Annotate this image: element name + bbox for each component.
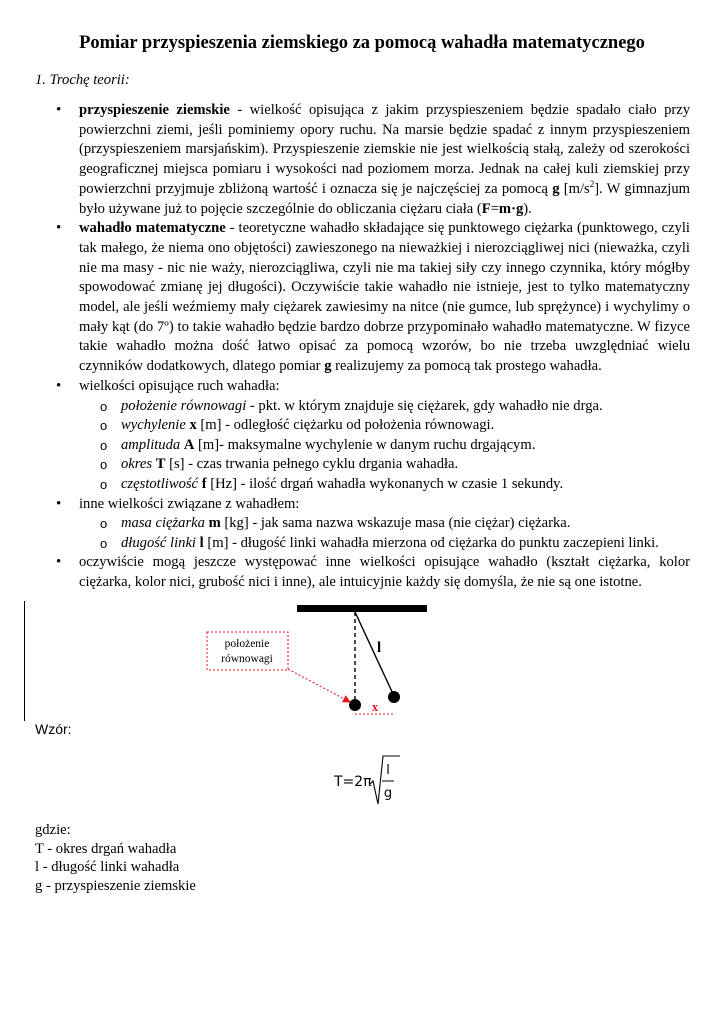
other-properties-text: oczywiście mogą jeszcze występować inne wielkości opisujące wahadło (kształt ciężarka, kolor ciężarka, kolor nici, grubość nici i inne), ale intuicyjnie każdy się domyśla, że nie są one istotne. [79, 554, 690, 591]
bob-equilibrium [349, 699, 361, 711]
gravity-end: ). [523, 200, 532, 217]
list-item-other-properties [0, 553, 724, 592]
sub-item [79, 436, 690, 456]
sub-item-name: wychylenie [121, 417, 186, 434]
sub-item [79, 534, 690, 554]
sub-item-name: położenie równowagi [121, 397, 247, 414]
pendulum-diagram [0, 596, 724, 726]
sub-item-desc: [m] - długość linki wahadła mierzona od ciężarka do punktu zaczepieni linki. [203, 534, 659, 551]
list-item-motion-quantities [0, 377, 724, 495]
other-quantities-sublist [79, 514, 690, 553]
sub-item-name: amplituda [121, 436, 181, 453]
formula-numerator: l [386, 763, 390, 778]
sub-item-desc: [Hz] - ilość drgań wahadła wykonanych w czasie 1 sekundy. [206, 475, 564, 492]
equilibrium-label-2: równowagi [221, 653, 273, 665]
symbol-g: g [552, 180, 560, 197]
sub-item-symbol: m [208, 515, 221, 532]
term-pendulum: wahadło matematyczne [79, 220, 226, 237]
sub-item-name: okres [121, 456, 153, 473]
sub-item-symbol: A [183, 436, 195, 453]
formula-denominator: g [383, 786, 393, 801]
page-title: Pomiar przyspieszenia ziemskiego za pomocą wahadła matematycznego [79, 33, 645, 53]
formula-mg: m·g [498, 200, 524, 217]
pendulum-support [297, 605, 427, 612]
sub-item-symbol: l [199, 534, 204, 551]
sub-item-desc: [m] - odległość ciężarku od położenia równowagi. [196, 417, 495, 434]
sub-item-symbol: f [201, 475, 207, 492]
formula-lhs: T=2π [334, 774, 372, 790]
period-formula [334, 754, 404, 810]
sub-item [79, 514, 690, 534]
sub-item-name: masa ciężarka [121, 515, 205, 532]
unit-sup: 2 [589, 178, 595, 189]
equilibrium-arrow [288, 669, 350, 702]
other-quantities-text: inne wielkości związane z wahadłem: [79, 495, 300, 512]
theory-list [0, 101, 724, 593]
displacement-label: x [371, 699, 379, 714]
equilibrium-label-1: położenie [224, 638, 270, 650]
unit-post: ]. W gimnazjum było używane już to pojęcie szczególnie do obliczania ciężaru ciała ( [79, 180, 690, 217]
sub-item-desc: - pkt. w którym znajduje się ciężarek, gdy wahadło nie drga. [246, 397, 603, 414]
sub-item-name: częstotliwość [121, 475, 199, 492]
formula-label: Wzór: [35, 721, 72, 737]
sub-item [79, 455, 690, 475]
motion-quantities-text: wielkości opisujące ruch wahadła: [79, 377, 280, 394]
section-heading: 1. Trochę teorii: [35, 72, 130, 88]
unit-pre: [m/s [559, 180, 590, 197]
string-label: l [377, 640, 382, 656]
sub-item-name: długość linki [121, 534, 196, 551]
sub-item-symbol: x [189, 417, 197, 434]
sub-item-desc: [kg] - jak sama nazwa wskazuje masa (nie ciężar) ciężarka. [220, 515, 571, 532]
list-item-other-quantities [0, 495, 724, 554]
sub-item [79, 397, 690, 417]
formula-eq: = [490, 200, 499, 217]
legend [35, 821, 196, 895]
legend-heading: gdzie: [35, 822, 71, 838]
sub-item-desc: [s] - czas trwania pełnego cyklu drgania wahadła. [165, 456, 459, 473]
motion-quantities-sublist [79, 397, 690, 495]
sub-item [79, 475, 690, 495]
pendulum-text: - teoretyczne wahadło składające się punktowego ciężarka (punktowego, czyli tak małego, że niema ono objętości) zawieszonego na nieważkiej i nierozciągliwej nici (nieważka, czyli nie ma masy - nic nie waży, nierozciągliwa, czyli nie ma takiej siły czy innego czynnika, który mógłby spowodować zmianę jej długości). Oczywiście takie wahadło nie istnieje, jest to tylko matematyczny model, ale jeśli weźmiemy mały ciężarek zawiesimy na nitce (nie gumce, lub sprężynce) i wychylimy o mały kąt (do 7º) to takie wahadło będzie bardzo dobrze przypominało wahadło matematyczne. W fizyce takie wahadło można dość łatwo opisać za pomocą wzorów, bo nie trzeba uwzględniać wielu czynników dodatkowych, dlatego pomiar [79, 220, 690, 375]
pendulum-string [355, 612, 394, 696]
gravity-text: - wielkość opisująca z jakim przyspieszeniem będzie spadało ciało przy powierzchni ziemi, jeśli pominiemy opory ruchu. Na marsie będzie spadać z innym przyspieszeniem (przyspieszeniem marsjańskim). Przyspieszenie ziemskie nie jest wielkością stałą, zależy od szerokości geograficznej miejsca pomiaru i wysokości nad poziomem morza. Jednak na całej kuli ziemskiej przy powierzchni przyjmuje zbliżoną wartość i oznacza się je najczęściej za pomocą [79, 102, 690, 197]
legend-line: g - przyspieszenie ziemskie [35, 877, 196, 894]
sub-item-desc: [m]- maksymalne wychylenie w danym ruchu drgającym. [194, 436, 536, 453]
sub-item [79, 416, 690, 436]
legend-line: T - okres drgań wahadła [35, 840, 177, 857]
legend-line: l - długość linki wahadła [35, 859, 180, 875]
pendulum-end: realizujemy za pomocą tak prostego wahadła. [331, 358, 602, 375]
term-gravity: przyspieszenie ziemskie [79, 102, 230, 118]
symbol-g-2: g [324, 358, 332, 375]
list-item-gravity [0, 101, 724, 219]
list-item-pendulum [0, 219, 724, 377]
formula-F: F [481, 200, 491, 217]
sub-item-symbol: T [155, 456, 166, 473]
bob-displaced [388, 691, 400, 703]
